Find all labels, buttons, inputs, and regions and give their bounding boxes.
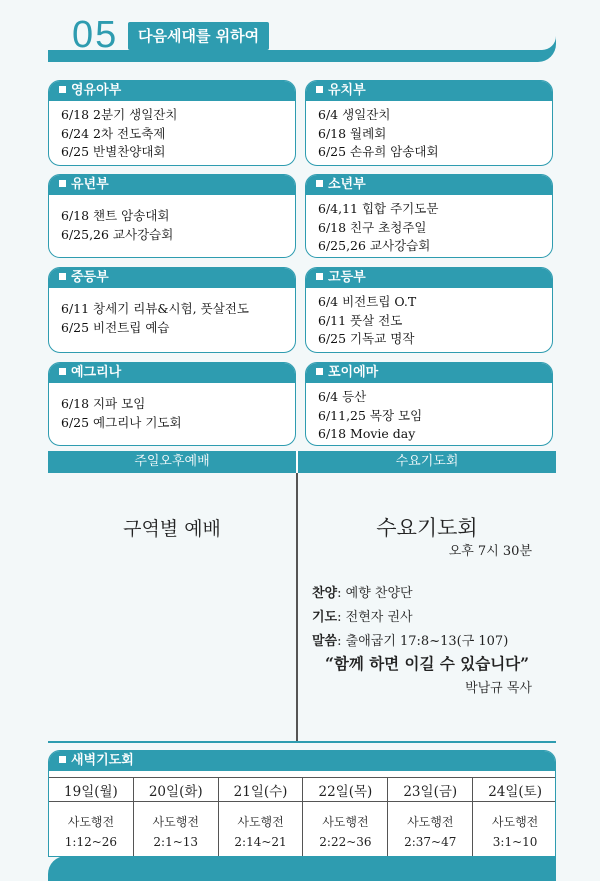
word-row [312,630,508,654]
praise-label: 찬양 [312,586,338,601]
dept-item: 6/18 2분기 생일잔치 [61,107,178,122]
dept-name: 영유아부 [71,83,122,98]
dept-item: 6/25,26 교사강습회 [318,238,431,253]
sunday-service-heading: 주일오후예배 [134,454,210,469]
dept-item: 6/11 창세기 리뷰&시험, 풋살전도 [61,301,249,316]
praise-row [312,582,508,606]
dept-item: 6/25 기독교 명작 [318,331,415,346]
dept-item: 6/24 2차 전도축제 [61,125,166,141]
book: 사도행전 [152,814,199,829]
square-bullet-icon [59,180,66,187]
dept-box-yegrina [48,362,296,446]
square-bullet-icon [316,86,323,93]
word-label: 말씀 [312,634,338,649]
dept-item: 6/18 친구 초청주일 [318,219,427,235]
dept-box-children [305,174,553,258]
sunday-service-content: 구역별 예배 [123,518,221,540]
dept-item: 6/18 월례회 [318,125,387,141]
reading-cell [303,802,388,858]
reading-cell [218,802,303,858]
dept-item: 6/25 예그리나 기도회 [61,414,182,430]
reading-cell [473,802,556,858]
ref: 1:12~26 [64,834,118,849]
section-number: 05 [72,14,119,56]
day-cell: 23일(금) [388,778,473,802]
reading-cell [49,802,134,858]
dept-box-high-school [305,267,553,353]
day-cell: 22일(목) [303,778,388,802]
dept-name: 소년부 [328,177,366,192]
square-bullet-icon [59,756,66,763]
dept-item: 6/25,26 교사강습회 [61,226,174,242]
reading-cell [388,802,473,858]
dept-item: 6/4 비전트립 O.T [318,294,417,309]
dept-box-kindergarten [305,80,553,166]
wednesday-time: 오후 7시 30분 [448,544,532,559]
dawn-prayer-box [48,750,556,857]
dept-item: 6/18 Movie day [318,426,416,441]
prayer-value: 전현자 권사 [345,610,413,625]
dawn-schedule-table [48,777,556,857]
prayer-row [312,606,508,630]
dept-item: 6/25 비전트립 예습 [61,319,170,335]
colon: : [337,634,346,649]
dept-box-infant [48,80,296,166]
table-row [49,802,557,858]
book: 사도행전 [491,814,539,829]
dept-name: 중등부 [71,270,109,285]
table-header-row [49,778,557,802]
dawn-heading: 새벽기도회 [71,753,134,768]
sermon-title: “함께 하면 이길 수 있습니다” [324,654,530,673]
book: 사도행전 [407,814,454,829]
day-cell: 20일(화) [133,778,218,802]
dept-box-middle-school [48,267,296,353]
dept-item: 6/4 등산 [318,389,367,404]
dept-item: 6/11 풋살 전도 [318,312,403,328]
wednesday-program [312,582,508,654]
dept-name: 유치부 [328,83,366,98]
square-bullet-icon [316,180,323,187]
dept-box-juniors [48,174,296,258]
dept-item: 6/4,11 힙합 주기도문 [318,201,439,216]
square-bullet-icon [59,273,66,280]
dept-item: 6/18 챈트 암송대회 [61,208,170,223]
dept-name: 포이에마 [328,365,379,380]
prayer-label: 기도 [312,610,338,625]
day-cell: 21일(수) [218,778,303,802]
dept-item: 6/25 손유희 암송대회 [318,144,439,159]
colon: : [337,586,346,601]
dept-item: 6/4 생일잔치 [318,107,391,122]
footer-bar [48,856,556,881]
reading-cell [133,802,218,858]
square-bullet-icon [59,368,66,375]
ref: 3:1~10 [492,834,538,849]
dept-name: 고등부 [328,270,366,285]
day-cell: 24일(토) [473,778,556,802]
square-bullet-icon [316,273,323,280]
wednesday-service-heading: 수요기도회 [395,454,459,469]
book: 사도행전 [67,814,115,829]
square-bullet-icon [59,86,66,93]
book: 사도행전 [237,814,284,829]
dept-item: 6/18 지파 모임 [61,396,146,411]
service-header-band [48,451,556,473]
ref: 2:22~36 [319,834,372,849]
preacher: 박남규 목사 [465,681,532,696]
square-bullet-icon [316,368,323,375]
book: 사도행전 [322,814,369,829]
ref: 2:1~13 [153,834,199,849]
dept-item: 6/11,25 목장 모임 [318,407,423,423]
praise-value: 예향 찬양단 [345,586,413,601]
wednesday-title: 수요기도회 [376,516,478,540]
dept-item: 6/25 반별찬양대회 [61,144,166,159]
colon: : [337,610,346,625]
top-bar [48,0,556,62]
section-bottom-line [48,741,556,743]
day-cell: 19일(월) [49,778,134,802]
word-value: 출애굽기 17:8~13(구 107) [345,634,509,649]
dept-name: 유년부 [71,177,109,192]
dept-name: 예그리나 [71,365,122,380]
ref: 2:37~47 [404,834,457,849]
ref: 2:14~21 [234,834,287,849]
section-title: 다음세대를 위하여 [128,22,269,50]
dept-box-poiema [305,362,553,446]
